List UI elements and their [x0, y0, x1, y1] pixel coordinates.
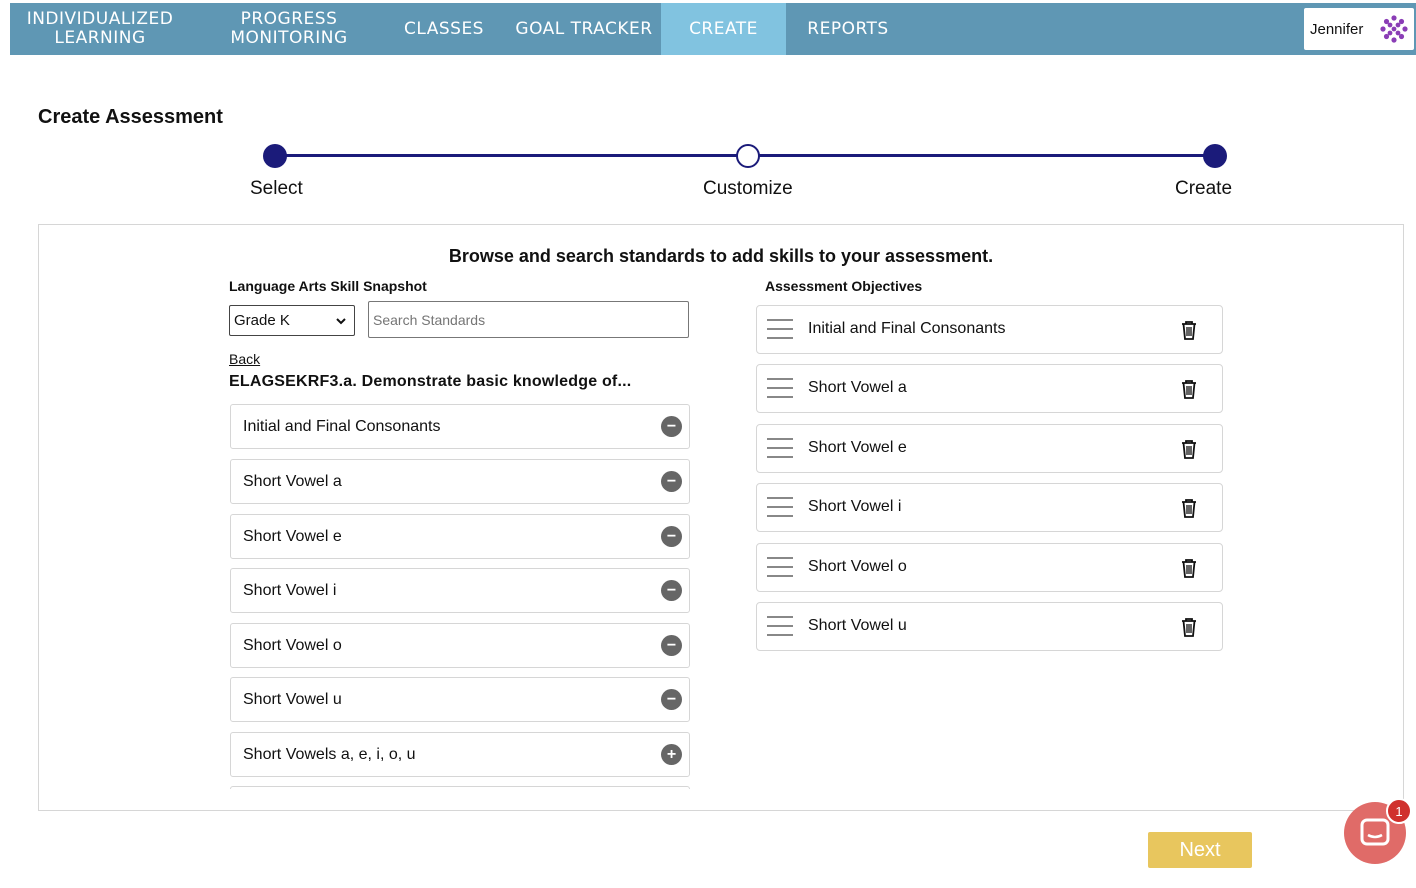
remove-icon[interactable]: − — [661, 635, 682, 656]
objective-label: Initial and Final Consonants — [808, 320, 1006, 337]
nav-label: PROGRESS — [240, 9, 338, 29]
skill-row[interactable] — [230, 568, 690, 613]
step-create-label: Create — [1175, 178, 1233, 199]
next-button[interactable]: Next — [1148, 832, 1252, 868]
drag-handle-icon[interactable] — [767, 438, 793, 460]
skill-snapshot-label: Language Arts Skill Snapshot — [229, 278, 427, 294]
trash-icon[interactable] — [1180, 319, 1198, 341]
skill-row[interactable] — [230, 786, 690, 789]
drag-handle-icon[interactable] — [767, 319, 793, 341]
nav-label: GOAL TRACKER — [515, 18, 653, 39]
nav-label: REPORTS — [807, 18, 889, 39]
skill-row[interactable] — [230, 623, 690, 668]
objective-label: Short Vowel o — [808, 558, 907, 575]
search-standards-input[interactable] — [368, 301, 689, 338]
trash-icon[interactable] — [1180, 557, 1198, 579]
drag-handle-icon[interactable] — [767, 378, 793, 400]
skill-label: Short Vowel i — [243, 581, 337, 599]
skill-row[interactable] — [230, 514, 690, 559]
trash-icon[interactable] — [1180, 438, 1198, 460]
nav-classes[interactable] — [392, 3, 496, 55]
grade-select[interactable] — [229, 305, 355, 336]
skill-row[interactable] — [230, 732, 690, 777]
trash-icon[interactable] — [1180, 497, 1198, 519]
objective-label: Short Vowel a — [808, 379, 907, 396]
skill-label: Short Vowel o — [243, 636, 342, 654]
trash-icon[interactable] — [1180, 378, 1198, 400]
objective-row[interactable] — [756, 305, 1223, 354]
skill-label: Short Vowel a — [243, 472, 342, 490]
step-select-label: Select — [250, 178, 303, 199]
nav-label: CREATE — [689, 18, 758, 39]
skill-label: Short Vowel u — [243, 690, 342, 708]
objective-label: Short Vowel e — [808, 439, 907, 456]
step-create-dot — [1203, 144, 1227, 168]
trash-icon[interactable] — [1180, 616, 1198, 638]
remove-icon[interactable]: − — [661, 580, 682, 601]
skill-row[interactable] — [230, 677, 690, 722]
notification-badge: 1 — [1386, 798, 1412, 824]
grade-select-value: Grade K — [234, 312, 290, 329]
remove-icon[interactable]: − — [661, 689, 682, 710]
nav-label: CLASSES — [404, 18, 484, 39]
objective-row[interactable] — [756, 364, 1223, 413]
avatar-icon — [1378, 13, 1410, 45]
objective-label: Short Vowel u — [808, 617, 907, 634]
standard-title: ELAGSEKRF3.a. Demonstrate basic knowledge of... — [229, 373, 632, 390]
drag-handle-icon[interactable] — [767, 557, 793, 579]
nav-goal-tracker[interactable] — [510, 3, 658, 55]
skill-label: Short Vowels a, e, i, o, u — [243, 745, 416, 763]
nav-individualized-learning[interactable] — [10, 3, 190, 55]
assessment-objectives-label: Assessment Objectives — [765, 278, 923, 294]
skill-row[interactable] — [230, 459, 690, 504]
nav-progress-monitoring[interactable] — [210, 3, 368, 55]
nav-label: INDIVIDUALIZED — [26, 9, 174, 29]
skill-label: Short Vowel e — [243, 527, 342, 545]
objective-label: Short Vowel i — [808, 498, 902, 515]
back-link[interactable]: Back — [229, 351, 261, 367]
chevron-down-icon — [334, 312, 348, 330]
skill-label: Initial and Final Consonants — [243, 417, 441, 435]
objective-row[interactable] — [756, 424, 1223, 473]
drag-handle-icon[interactable] — [767, 497, 793, 519]
nav-label: LEARNING — [54, 28, 146, 48]
nav-reports[interactable] — [794, 3, 902, 55]
remove-icon[interactable]: − — [661, 416, 682, 437]
user-name: Jennifer — [1310, 20, 1364, 38]
skill-list — [230, 404, 690, 789]
top-nav — [10, 3, 1416, 55]
nav-label: MONITORING — [230, 28, 348, 48]
step-customize-label: Customize — [703, 178, 793, 199]
objective-row[interactable] — [756, 483, 1223, 532]
step-customize-dot — [736, 144, 760, 168]
remove-icon[interactable]: − — [661, 471, 682, 492]
objective-row[interactable] — [756, 602, 1223, 651]
remove-icon[interactable]: − — [661, 526, 682, 547]
drag-handle-icon[interactable] — [767, 616, 793, 638]
objective-row[interactable] — [756, 543, 1223, 592]
page-title: Create Assessment — [38, 106, 223, 128]
skill-row[interactable] — [230, 404, 690, 449]
panel-heading: Browse and search standards to add skills to your assessment. — [448, 246, 994, 266]
user-menu[interactable] — [1304, 8, 1414, 50]
step-select-dot — [263, 144, 287, 168]
nav-create[interactable] — [661, 3, 786, 55]
add-icon[interactable]: + — [661, 744, 682, 765]
